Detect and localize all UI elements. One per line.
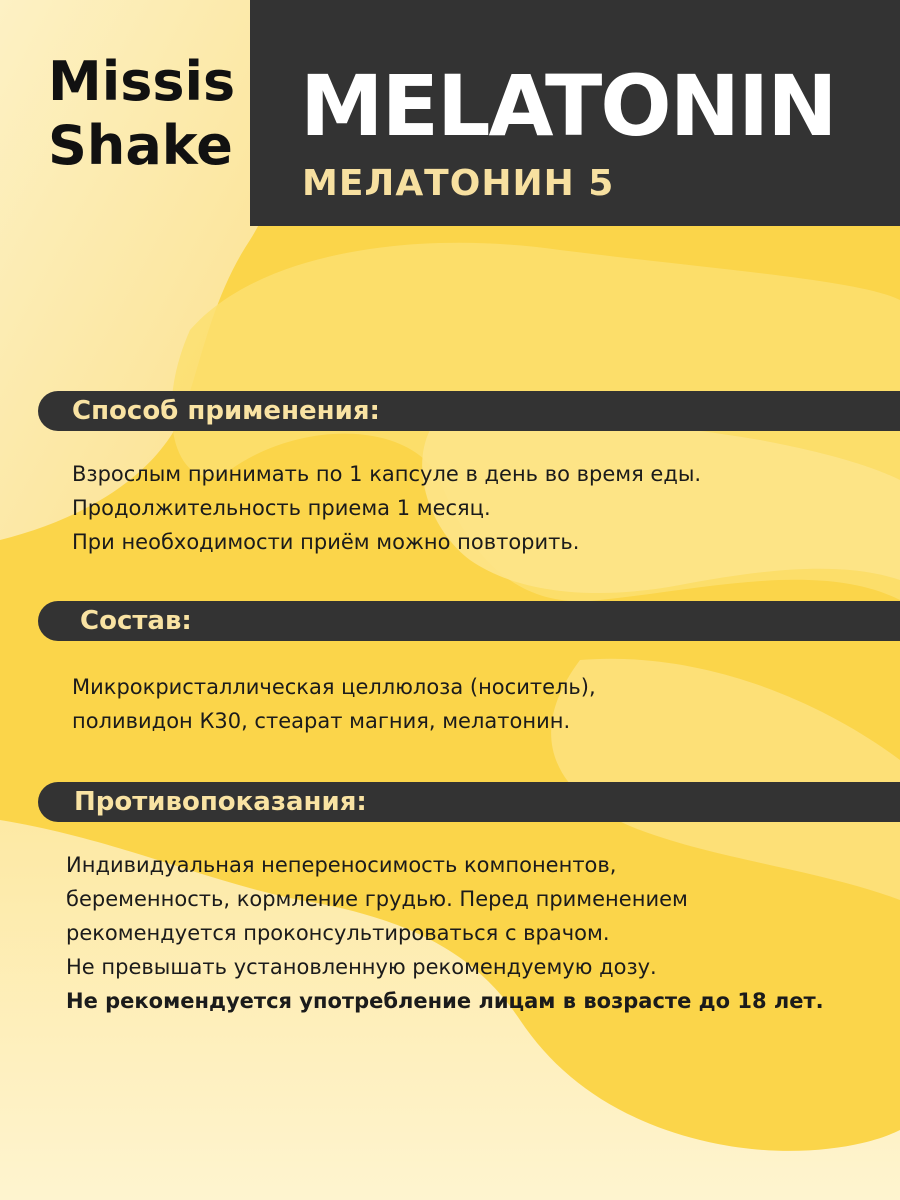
composition-line: Микрокристаллическая целлюлоза (носитель), bbox=[72, 675, 596, 699]
product-subtitle: МЕЛАТОНИН 5 bbox=[302, 163, 615, 204]
section-title-usage: Способ применения: bbox=[72, 396, 380, 426]
usage-line: Взрослым принимать по 1 капсуле в день во время еды. bbox=[72, 462, 702, 486]
age-warning: Не рекомендуется употребление лицам в возрасте до 18 лет. bbox=[66, 989, 824, 1013]
section-body-composition bbox=[72, 670, 596, 738]
contraindication-line: Индивидуальная непереносимость компонентов, bbox=[66, 853, 617, 877]
brand-line-1: Missis bbox=[48, 50, 236, 113]
contraindication-line: беременность, кормление грудью. Перед применением bbox=[66, 887, 688, 911]
contraindication-line: Не превышать установленную рекомендуемую дозу. bbox=[66, 955, 657, 979]
usage-line: Продолжительность приема 1 месяц. bbox=[72, 496, 491, 520]
section-body-contraindications bbox=[66, 848, 824, 1018]
brand-line-2: Shake bbox=[48, 114, 233, 177]
section-title-composition: Состав: bbox=[80, 606, 192, 636]
brand-logo bbox=[48, 50, 235, 178]
product-title: MELATONIN bbox=[300, 57, 836, 155]
composition-line: поливидон К30, стеарат магния, мелатонин. bbox=[72, 709, 571, 733]
contraindication-line: рекомендуется проконсультироваться с врачом. bbox=[66, 921, 610, 945]
section-title-contraindications: Противопоказания: bbox=[74, 787, 367, 817]
usage-line: При необходимости приём можно повторить. bbox=[72, 530, 580, 554]
section-body-usage bbox=[72, 457, 701, 559]
